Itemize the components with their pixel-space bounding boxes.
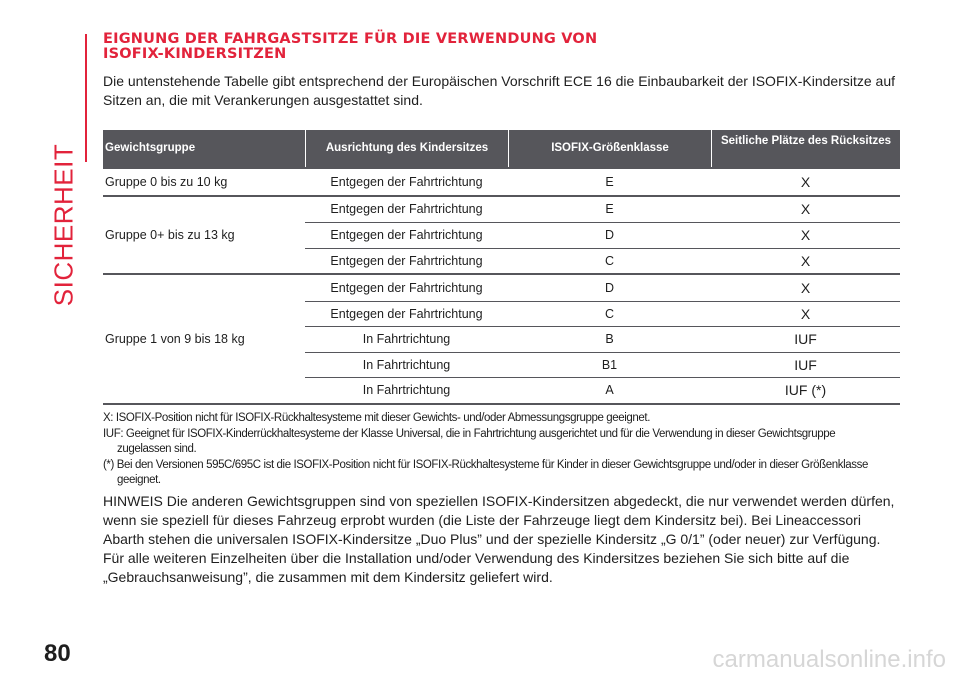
size-class-cell: A [605, 383, 614, 398]
suitability-cell: X [800, 227, 811, 244]
weight-group-cell: Gruppe 0+ bis zu 13 kg [105, 227, 235, 242]
hinweis-line: Abarth stehen die universalen ISOFIX-Kindersitze „Duo Plus” und der spezielle Kindersitz „G 0/1” (oder neuer) zur Verfügung. [103, 530, 881, 547]
hinweis-line: wenn sie speziell für dieses Fahrzeug erprobt wurden (die Liste der Fahrzeuge liegt dem Kindersitz bei). Bei Lineaccessori [103, 511, 861, 528]
footnote-asterisk [103, 458, 900, 488]
table-row [305, 301, 900, 327]
orientation-cell: Entgegen der Fahrtrichtung [330, 253, 483, 268]
suitability-cell: IUF [794, 331, 817, 348]
size-class-cell: E [605, 202, 614, 217]
header-size-class: ISOFIX-Größenklasse [551, 142, 669, 154]
header-rear-side-seats: Seitliche Plätze des Rücksitzes [720, 135, 892, 147]
table-group [103, 197, 900, 276]
orientation-cell: In Fahrtrichtung [362, 383, 451, 398]
section-title [103, 32, 900, 62]
table-body [103, 167, 900, 405]
footnote-iuf-line-2: zugelassen sind. [117, 442, 197, 455]
size-class-cell: C [604, 253, 615, 268]
side-rule [85, 34, 87, 162]
watermark: carmanualsonline.info [712, 646, 946, 673]
table-row [305, 352, 900, 378]
intro-line-1: Die untenstehende Tabelle gibt entsprechend der Europäischen Vorschrift ECE 16 die Einbaubarkeit der ISOFIX-Kindersitze auf [103, 73, 895, 89]
table-row [305, 248, 900, 274]
page-number: 80 [44, 640, 71, 667]
group-rows [305, 169, 900, 195]
suitability-cell: X [800, 252, 811, 269]
table-row [305, 169, 900, 195]
hinweis-line: „Gebrauchsanweisung”, die zusammen mit dem Kindersitz geliefert wird. [103, 568, 553, 585]
suitability-cell: IUF (*) [784, 382, 827, 399]
weight-group-cell: Gruppe 0 bis zu 10 kg [105, 174, 228, 189]
orientation-cell: In Fahrtrichtung [362, 357, 451, 372]
size-class-cell: D [604, 280, 615, 295]
size-class-cell: B [605, 332, 614, 347]
table-row [305, 377, 900, 403]
header-weight-group: Gewichtsgruppe [105, 142, 196, 154]
orientation-cell: Entgegen der Fahrtrichtung [330, 202, 483, 217]
orientation-cell: Entgegen der Fahrtrichtung [330, 306, 483, 321]
footnote-iuf [103, 427, 900, 457]
table-group [103, 275, 900, 405]
hinweis-line: HINWEIS Die anderen Gewichtsgruppen sind von speziellen ISOFIX-Kindersitzen abgedeckt, die nur verwendet werden dürfen, [103, 492, 895, 509]
isofix-table [103, 130, 900, 405]
orientation-cell: Entgegen der Fahrtrichtung [330, 280, 483, 295]
footnote-x: X: ISOFIX-Position nicht für ISOFIX-Rückhaltesysteme mit dieser Gewichts- und/oder Abmessungsgruppe geeignet. [103, 411, 650, 424]
group-rows [305, 275, 900, 403]
intro-paragraph [103, 72, 900, 110]
suitability-cell: X [800, 305, 811, 322]
header-orientation: Ausrichtung des Kindersitzes [325, 142, 489, 154]
table-row [305, 275, 900, 301]
intro-line-2: Sitzen an, die mit Verankerungen ausgestattet sind. [103, 92, 423, 108]
section-title-line-1: EIGNUNG DER FAHRGASTSITZE FÜR DIE VERWENDUNG VON [103, 31, 598, 47]
table-row [305, 197, 900, 223]
section-title-line-2: ISOFIX-KINDERSITZEN [103, 46, 287, 62]
orientation-cell: Entgegen der Fahrtrichtung [330, 174, 483, 189]
table-row [305, 326, 900, 352]
hinweis-line: Für alle weiteren Einzelheiten über die Installation und/oder Verwendung des Kindersitzes beziehen Sie sich bitte auf die [103, 549, 850, 566]
footnotes [103, 411, 900, 488]
size-class-cell: B1 [601, 357, 618, 372]
footnote-asterisk-line-2: geeignet. [117, 473, 161, 486]
weight-group-cell: Gruppe 1 von 9 bis 18 kg [105, 331, 245, 346]
suitability-cell: IUF [794, 356, 817, 373]
size-class-cell: E [605, 174, 614, 189]
orientation-cell: In Fahrtrichtung [362, 332, 451, 347]
size-class-cell: C [604, 306, 615, 321]
hinweis-paragraph [103, 492, 900, 587]
suitability-cell: X [800, 201, 811, 218]
table-row [305, 222, 900, 248]
group-rows [305, 197, 900, 274]
table-header [103, 130, 900, 167]
footnote-iuf-line-1: IUF: Geeignet für ISOFIX-Kinderrückhaltesysteme der Klasse Universal, die in Fahrtrichtung ausgerichtet und für die Verwendung in dieser Gewichtsgruppe [103, 427, 836, 440]
page-content [103, 32, 900, 587]
orientation-cell: Entgegen der Fahrtrichtung [330, 228, 483, 243]
suitability-cell: X [800, 173, 811, 190]
suitability-cell: X [800, 279, 811, 296]
table-group [103, 169, 900, 197]
section-side-label-text: SICHERHEIT [48, 143, 79, 307]
size-class-cell: D [604, 228, 615, 243]
footnote-asterisk-line-1: (*) Bei den Versionen 595C/695C ist die ISOFIX-Position nicht für ISOFIX-Rückhaltesysteme für Kinder in dieser Gewichtsgruppe und/oder in dieser Größenklasse [103, 458, 868, 471]
section-side-label [48, 143, 79, 307]
